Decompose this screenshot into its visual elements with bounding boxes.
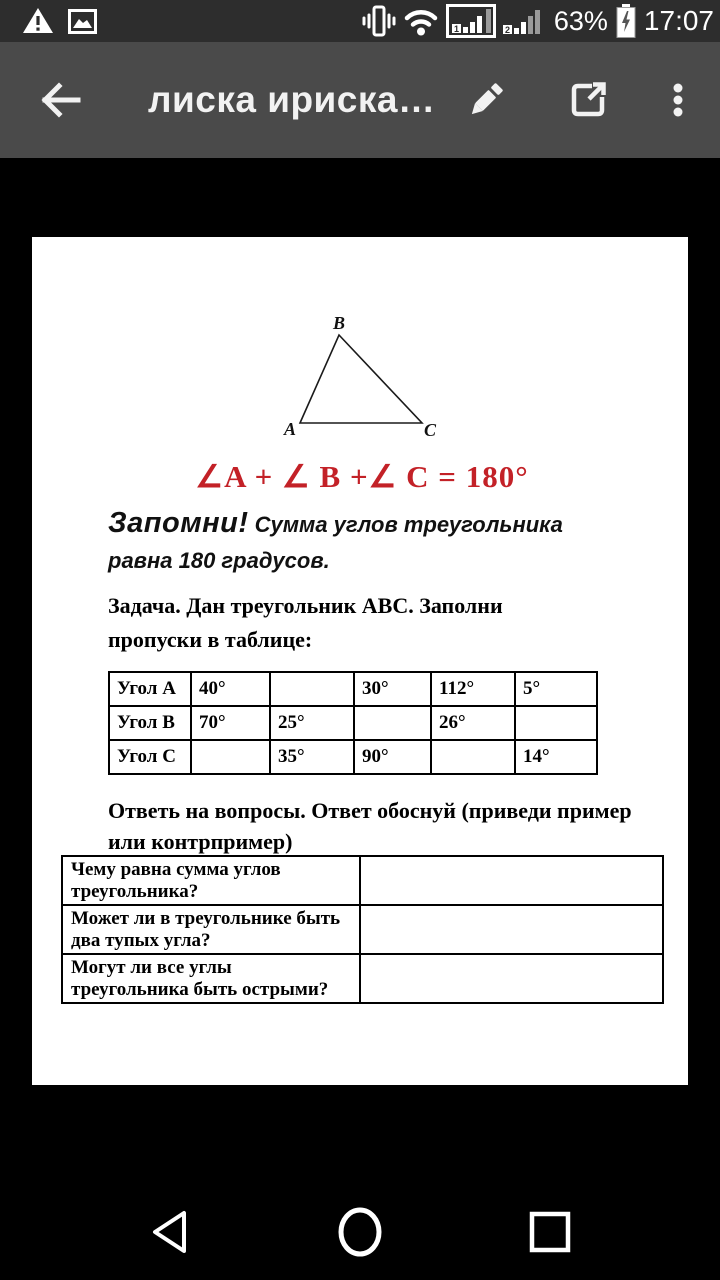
triangle-figure <box>248 297 448 445</box>
warning-icon <box>22 7 54 35</box>
table-cell <box>514 707 592 739</box>
signal-sim2-icon <box>503 5 547 37</box>
question-text: Чему равна сумма углов треугольника? <box>71 859 281 902</box>
table-cell <box>430 741 514 773</box>
battery-percent: 63% <box>553 6 608 36</box>
table-row <box>63 857 662 904</box>
remember-note <box>108 505 624 579</box>
svg-text:1: 1 <box>453 24 459 34</box>
nav-back-icon[interactable] <box>148 1209 192 1255</box>
row-label: Угол А <box>117 678 176 699</box>
table-row <box>63 904 662 953</box>
overflow-menu-icon[interactable] <box>666 78 690 122</box>
task-statement: Задача. Дан треугольник АВС. Заполни пропуски в таблице: <box>108 593 503 652</box>
table-cell: 26° <box>430 707 514 739</box>
table-row <box>110 673 596 705</box>
vertex-label-c: C <box>423 420 437 440</box>
android-nav-bar <box>0 1184 720 1280</box>
back-arrow-icon[interactable] <box>38 78 82 122</box>
answer-cell <box>359 857 662 904</box>
table-cell: 14° <box>514 741 592 773</box>
table-cell: 70° <box>190 707 269 739</box>
answer-cell <box>359 906 662 953</box>
question-text: Может ли в треугольнике быть два тупых угла? <box>71 908 341 951</box>
questions-table <box>61 855 664 1004</box>
status-bar <box>0 0 720 42</box>
answer-cell <box>359 955 662 1002</box>
question-text: Могут ли все углы треугольника быть острыми? <box>71 957 329 1000</box>
remember-lead: Запомни! <box>108 507 249 539</box>
status-left-icons <box>4 7 97 35</box>
page-title: лиска ириска… <box>148 79 436 120</box>
nav-recents-icon[interactable] <box>528 1210 572 1254</box>
vertex-label-b: B <box>332 313 346 333</box>
document-page[interactable] <box>32 237 688 1085</box>
questions-heading: Ответь на вопросы. Ответ обоснуй (приведи пример или контрпример) <box>108 798 632 854</box>
table-cell: 112° <box>430 673 514 705</box>
table-row <box>110 705 596 739</box>
svg-text:2: 2 <box>504 25 510 35</box>
vibrate-icon <box>362 5 396 37</box>
table-cell: 30° <box>353 673 430 705</box>
app-toolbar <box>0 42 720 158</box>
table-cell: 90° <box>353 741 430 773</box>
row-label: Угол В <box>117 712 175 733</box>
row-label: Угол С <box>117 746 176 767</box>
signal-sim1-icon <box>446 4 496 38</box>
open-in-new-icon[interactable] <box>566 78 610 122</box>
nav-home-icon[interactable] <box>337 1207 383 1257</box>
vertex-label-a: A <box>283 419 297 439</box>
table-cell: 25° <box>269 707 353 739</box>
image-icon <box>68 9 97 34</box>
angle-table <box>108 671 598 775</box>
angle-sum-formula: ∠A + ∠ B +∠ C = 180° <box>195 459 529 494</box>
table-row <box>110 739 596 773</box>
table-row <box>63 953 662 1002</box>
table-cell <box>190 741 269 773</box>
edit-pencil-icon[interactable] <box>464 78 508 122</box>
battery-charging-icon <box>615 4 637 38</box>
toolbar-actions <box>464 78 720 122</box>
table-cell: 40° <box>190 673 269 705</box>
status-right-icons <box>362 0 716 42</box>
table-cell: 5° <box>514 673 592 705</box>
table-cell: 35° <box>269 741 353 773</box>
table-cell <box>269 673 353 705</box>
wifi-icon <box>403 7 439 36</box>
table-cell <box>353 707 430 739</box>
remember-text: Сумма углов треугольника равна 180 градусов. <box>108 512 563 573</box>
clock: 17:07 <box>643 5 714 36</box>
